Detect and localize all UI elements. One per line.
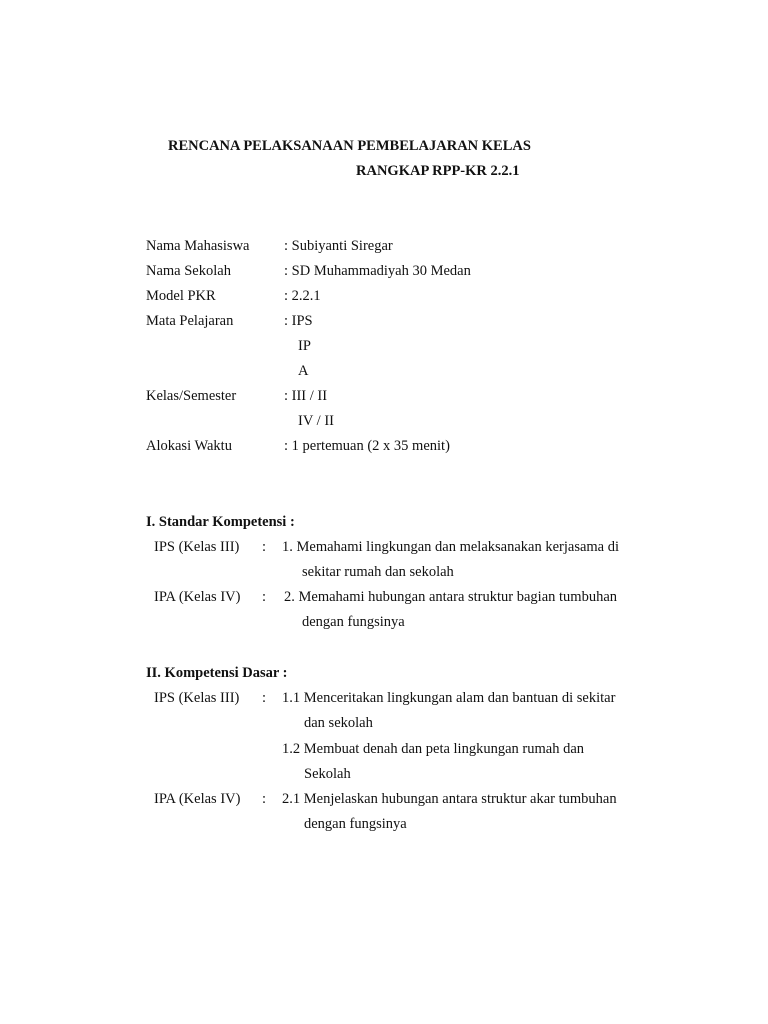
- standar-ipa-label: IPA (Kelas IV): [154, 589, 241, 605]
- standar-ipa-colon: :: [262, 589, 267, 605]
- kompetensi-ips-item-2-line-2: Sekolah: [304, 766, 351, 782]
- kompetensi-ipa-colon: :: [262, 791, 267, 807]
- heading-standar-kompetensi: I. Standar Kompetensi :: [146, 514, 295, 530]
- kompetensi-ips-item-2-line-1: 1.2 Membuat denah dan peta lingkungan rumah dan: [282, 741, 585, 757]
- label-alokasi-waktu: Alokasi Waktu: [146, 438, 232, 454]
- standar-ipa-line-2: dengan fungsinya: [302, 614, 405, 630]
- standar-ipa-line-1: 2. Memahami hubungan antara struktur bagian tumbuhan: [284, 589, 618, 605]
- standar-ips-label: IPS (Kelas III): [154, 539, 240, 555]
- kompetensi-ips-label: IPS (Kelas III): [154, 690, 240, 706]
- value-kelas-semester-cont: IV / II: [298, 413, 334, 429]
- heading-kompetensi-dasar: II. Kompetensi Dasar :: [146, 665, 288, 681]
- value-mata-pelajaran: : IPS: [284, 313, 313, 329]
- value-mata-pelajaran-cont-1: IP: [298, 338, 311, 354]
- value-mata-pelajaran-cont-2: A: [298, 363, 309, 379]
- kompetensi-ipa-label: IPA (Kelas IV): [154, 791, 241, 807]
- label-nama-mahasiswa: Nama Mahasiswa: [146, 238, 250, 254]
- kompetensi-ipa-line-2: dengan fungsinya: [304, 816, 407, 832]
- value-model-pkr: : 2.2.1: [284, 288, 321, 304]
- kompetensi-ips-item-1-line-2: dan sekolah: [304, 715, 373, 731]
- title-line-2: RANGKAP RPP-KR 2.2.1: [356, 163, 520, 179]
- title-line-1: RENCANA PELAKSANAAN PEMBELAJARAN KELAS: [168, 138, 531, 154]
- label-kelas-semester: Kelas/Semester: [146, 388, 237, 404]
- kompetensi-ips-item-1-line-1: 1.1 Menceritakan lingkungan alam dan bantuan di sekitar: [282, 690, 616, 706]
- label-nama-sekolah: Nama Sekolah: [146, 263, 231, 279]
- label-model-pkr: Model PKR: [146, 288, 216, 304]
- value-nama-sekolah: : SD Muhammadiyah 30 Medan: [284, 263, 471, 279]
- value-nama-mahasiswa: : Subiyanti Siregar: [284, 238, 393, 254]
- standar-ips-colon: :: [262, 539, 267, 555]
- label-mata-pelajaran: Mata Pelajaran: [146, 313, 234, 329]
- standar-ips-line-2: sekitar rumah dan sekolah: [302, 564, 454, 580]
- value-kelas-semester: : III / II: [284, 388, 328, 404]
- kompetensi-ips-colon: :: [262, 690, 267, 706]
- standar-ips-line-1: 1. Memahami lingkungan dan melaksanakan kerjasama di: [282, 539, 620, 555]
- kompetensi-ipa-line-1: 2.1 Menjelaskan hubungan antara struktur akar tumbuhan: [282, 791, 617, 807]
- value-alokasi-waktu: : 1 pertemuan (2 x 35 menit): [284, 438, 450, 454]
